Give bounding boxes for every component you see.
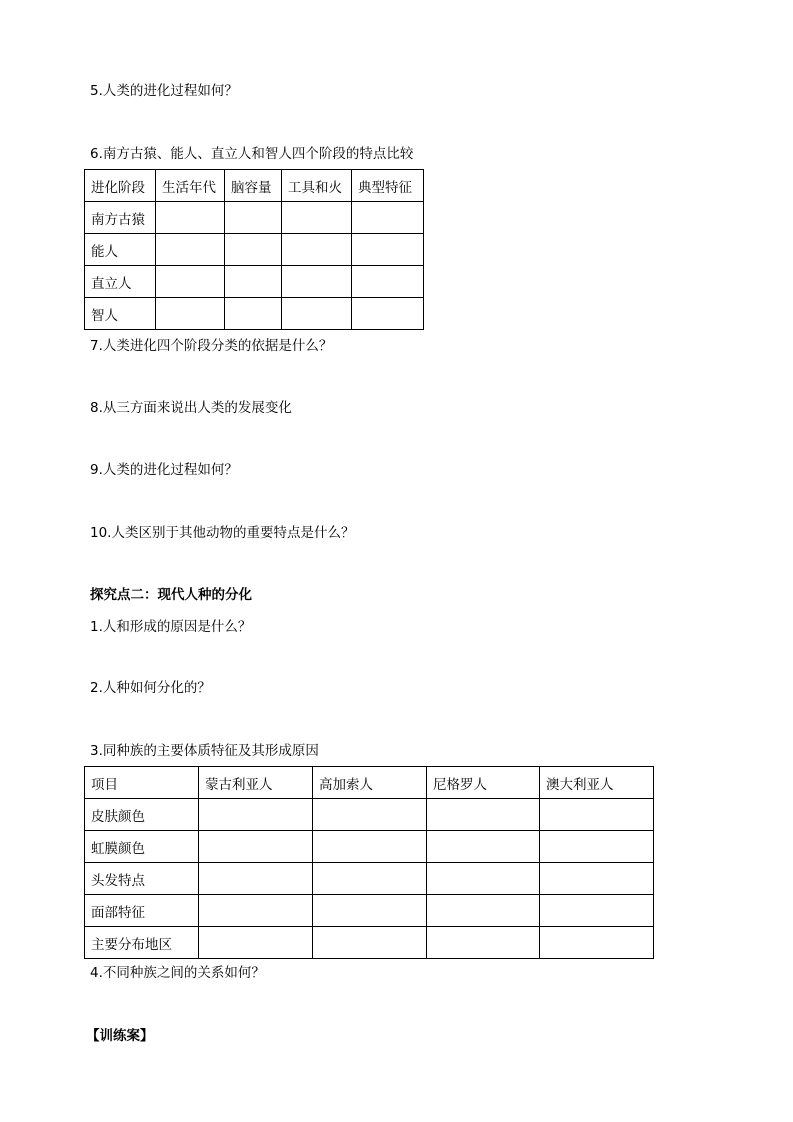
empty-cell bbox=[282, 234, 352, 266]
empty-cell bbox=[313, 799, 427, 831]
empty-cell bbox=[225, 234, 282, 266]
training-heading: 【训练案】 bbox=[86, 1028, 154, 1044]
empty-cell bbox=[427, 895, 540, 927]
table-header-cell: 尼格罗人 bbox=[427, 767, 540, 799]
row-label: 主要分布地区 bbox=[85, 927, 199, 959]
empty-cell bbox=[427, 799, 540, 831]
table-header-cell: 项目 bbox=[85, 767, 199, 799]
question-9: 9.人类的进化过程如何？ bbox=[90, 462, 238, 478]
empty-cell bbox=[427, 831, 540, 863]
empty-cell bbox=[313, 927, 427, 959]
table-row bbox=[85, 927, 654, 959]
row-label: 虹膜颜色 bbox=[85, 831, 199, 863]
empty-cell bbox=[199, 927, 313, 959]
table-header-cell: 高加索人 bbox=[313, 767, 427, 799]
question-2-3: 3.同种族的主要体质特征及其形成原因 bbox=[90, 743, 319, 759]
empty-cell bbox=[199, 895, 313, 927]
table-header-cell: 进化阶段 bbox=[85, 170, 156, 202]
empty-cell bbox=[199, 863, 313, 895]
question-10: 10.人类区别于其他动物的重要特点是什么？ bbox=[90, 525, 355, 541]
row-label: 能人 bbox=[85, 234, 156, 266]
empty-cell bbox=[199, 831, 313, 863]
section-title: 探究点二：现代人种的分化 bbox=[90, 587, 252, 603]
empty-cell bbox=[225, 298, 282, 330]
table-row bbox=[85, 895, 654, 927]
question-2-2: 2.人种如何分化的？ bbox=[90, 680, 211, 696]
empty-cell bbox=[352, 298, 424, 330]
empty-cell bbox=[313, 863, 427, 895]
table-row bbox=[85, 863, 654, 895]
row-label: 直立人 bbox=[85, 266, 156, 298]
row-label: 南方古猿 bbox=[85, 202, 156, 234]
table-header-cell: 脑容量 bbox=[225, 170, 282, 202]
row-label: 智人 bbox=[85, 298, 156, 330]
table-header-cell: 工具和火 bbox=[282, 170, 352, 202]
empty-cell bbox=[352, 202, 424, 234]
table-row bbox=[85, 266, 424, 298]
row-label: 面部特征 bbox=[85, 895, 199, 927]
empty-cell bbox=[225, 202, 282, 234]
empty-cell bbox=[540, 927, 654, 959]
evolution-stages-table bbox=[84, 169, 424, 330]
table-header-cell: 蒙古利亚人 bbox=[199, 767, 313, 799]
table-header-cell: 生活年代 bbox=[156, 170, 225, 202]
empty-cell bbox=[282, 202, 352, 234]
empty-cell bbox=[540, 895, 654, 927]
empty-cell bbox=[156, 202, 225, 234]
empty-cell bbox=[352, 234, 424, 266]
empty-cell bbox=[282, 298, 352, 330]
empty-cell bbox=[156, 266, 225, 298]
empty-cell bbox=[540, 863, 654, 895]
table-row bbox=[85, 799, 654, 831]
table-row bbox=[85, 298, 424, 330]
question-8: 8.从三方面来说出人类的发展变化 bbox=[90, 400, 292, 416]
empty-cell bbox=[540, 831, 654, 863]
table-row bbox=[85, 831, 654, 863]
row-label: 皮肤颜色 bbox=[85, 799, 199, 831]
empty-cell bbox=[313, 895, 427, 927]
race-features-table bbox=[84, 766, 654, 959]
question-7: 7.人类进化四个阶段分类的依据是什么？ bbox=[90, 338, 333, 354]
empty-cell bbox=[156, 234, 225, 266]
empty-cell bbox=[282, 266, 352, 298]
row-label: 头发特点 bbox=[85, 863, 199, 895]
table-row bbox=[85, 234, 424, 266]
question-2-4: 4.不同种族之间的关系如何？ bbox=[90, 965, 265, 981]
table-header-row bbox=[85, 170, 424, 202]
empty-cell bbox=[352, 266, 424, 298]
table-header-cell: 典型特征 bbox=[352, 170, 424, 202]
table-row bbox=[85, 202, 424, 234]
empty-cell bbox=[156, 298, 225, 330]
question-2-1: 1.人和形成的原因是什么？ bbox=[90, 619, 252, 635]
empty-cell bbox=[199, 799, 313, 831]
empty-cell bbox=[225, 266, 282, 298]
table-header-row bbox=[85, 767, 654, 799]
empty-cell bbox=[427, 927, 540, 959]
empty-cell bbox=[540, 799, 654, 831]
question-5: 5.人类的进化过程如何？ bbox=[90, 83, 238, 99]
table-header-cell: 澳大利亚人 bbox=[540, 767, 654, 799]
question-6: 6.南方古猿、能人、直立人和智人四个阶段的特点比较 bbox=[90, 146, 414, 162]
empty-cell bbox=[427, 863, 540, 895]
empty-cell bbox=[313, 831, 427, 863]
